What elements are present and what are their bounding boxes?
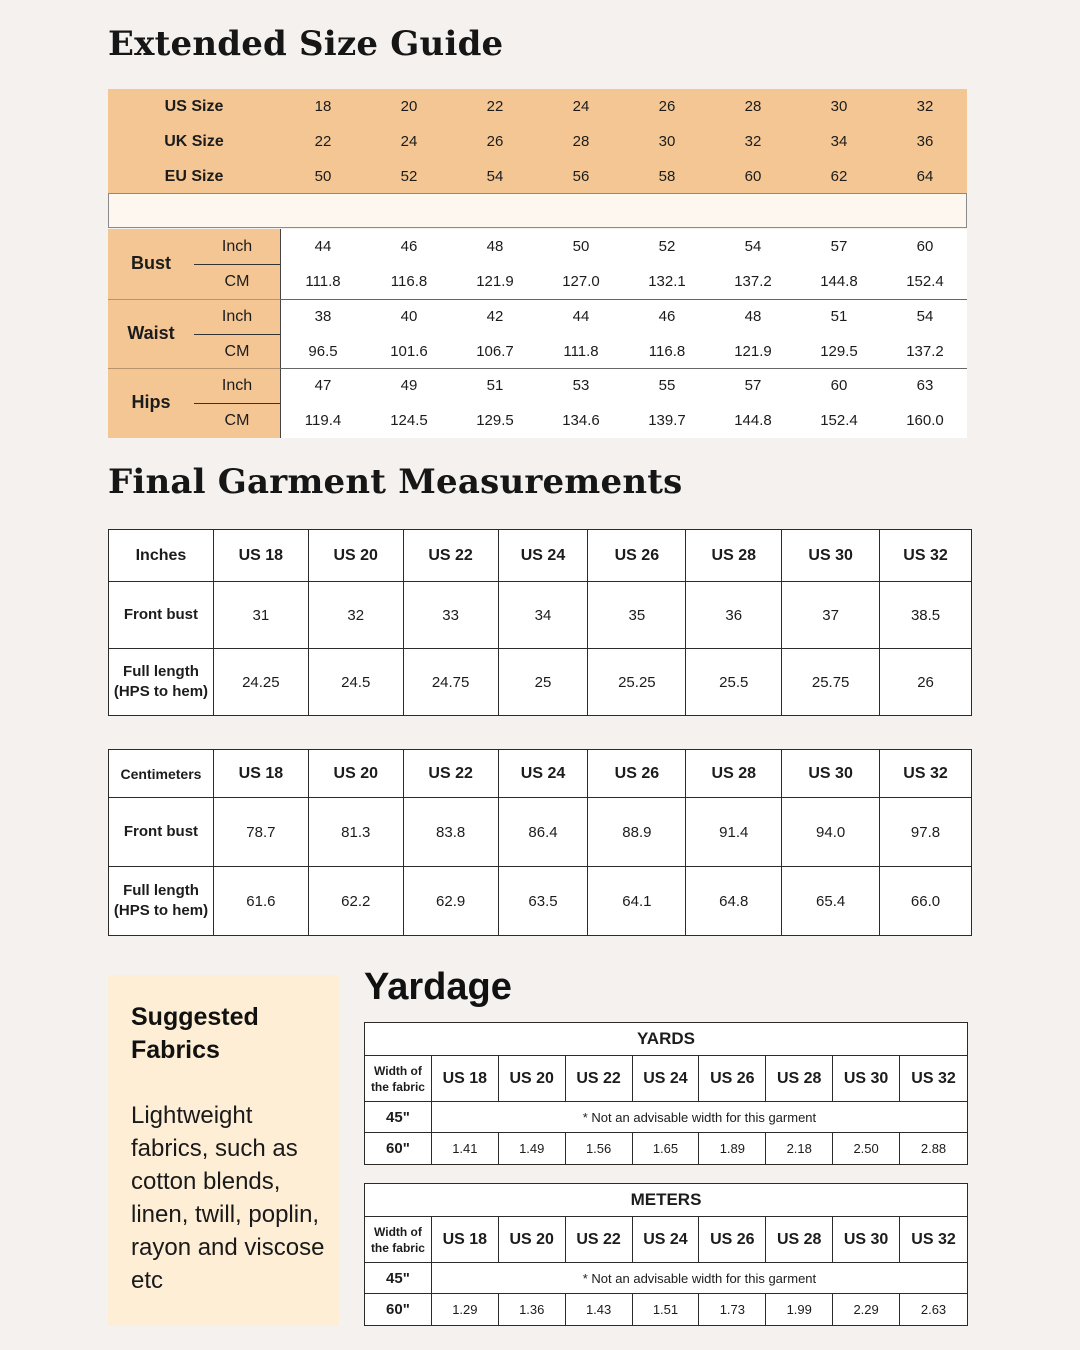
size-header: US 18 (431, 1217, 498, 1263)
inch-cell: 60 (830, 377, 848, 395)
size-header: US 22 (565, 1056, 632, 1102)
meters-header-row (365, 1217, 968, 1263)
measurement-separator (280, 299, 967, 300)
table-cell: 2.63 (900, 1294, 968, 1326)
unit-label-inch: Inch (221, 307, 253, 325)
size-cell: 62 (830, 168, 848, 185)
unit-label-cm: CM (224, 412, 250, 430)
size-header: US 26 (588, 530, 686, 582)
row-label-line: (HPS to hem) (113, 902, 209, 919)
table-cell: 1.49 (498, 1133, 565, 1165)
table-cell: 37 (782, 582, 880, 649)
cm-cell: 160.0 (906, 412, 944, 430)
table-cell: 91.4 (686, 798, 782, 867)
cm-cell: 152.4 (820, 412, 858, 430)
size-header: US 24 (632, 1217, 699, 1263)
table-cell: 94.0 (782, 798, 880, 867)
unit-label-cm: CM (224, 342, 250, 360)
size-cell: 28 (744, 98, 762, 115)
size-cell: 28 (572, 133, 590, 150)
size-cell: 26 (658, 98, 676, 115)
inch-cell: 54 (744, 238, 762, 255)
table-cell: 2.50 (833, 1133, 900, 1165)
size-header: US 18 (431, 1056, 498, 1102)
size-header: US 30 (782, 530, 880, 582)
size-header: US 20 (498, 1056, 565, 1102)
cm-cell: 111.8 (305, 273, 341, 290)
extended-size-table (108, 89, 967, 438)
cm-cell: 152.4 (906, 273, 944, 290)
unit-label-inch: Inch (221, 377, 253, 395)
table-cell: 25.5 (686, 649, 782, 716)
inch-cell: 44 (572, 307, 590, 325)
unit-label-inch: Inch (221, 238, 253, 255)
size-system-label: US Size (164, 98, 224, 115)
cm-cell: 124.5 (390, 412, 428, 430)
garment-inches-table (108, 529, 972, 716)
width-45-label: 45" (365, 1263, 432, 1294)
inch-cell: 46 (400, 238, 418, 255)
size-header: US 28 (686, 750, 782, 798)
inch-cell: 40 (400, 307, 418, 325)
label-separator (108, 299, 280, 300)
size-header: US 20 (308, 750, 403, 798)
cm-cell: 132.1 (648, 273, 686, 290)
size-header: US 32 (880, 530, 972, 582)
size-header: US 26 (699, 1056, 766, 1102)
size-cell: 20 (400, 98, 418, 115)
size-system-label: EU Size (164, 168, 224, 185)
table-cell: 1.65 (632, 1133, 699, 1165)
suggested-fabrics-text: Lightweight fabrics, such as cotton blends, linen, twill, poplin, rayon and viscose etc (131, 1102, 325, 1294)
size-header: US 28 (686, 530, 782, 582)
row-label-line: Full length (123, 882, 199, 899)
table-cell: 1.73 (699, 1294, 766, 1326)
size-system-label: UK Size (164, 133, 224, 150)
size-cell: 64 (916, 168, 934, 185)
unit-divider (194, 403, 280, 404)
size-header: US 22 (403, 530, 498, 582)
size-cell: 50 (314, 168, 332, 185)
unit-divider (194, 334, 280, 335)
cm-cell: 137.2 (734, 273, 772, 290)
width-label-line: the fabric (370, 1240, 425, 1255)
width-label-line: Width of (374, 1224, 422, 1239)
table-cell: 66.0 (880, 867, 972, 936)
table-cell: 1.36 (498, 1294, 565, 1326)
inch-cell: 55 (658, 377, 676, 395)
size-header: US 28 (766, 1056, 833, 1102)
label-separator (108, 368, 280, 369)
inch-cell: 49 (400, 377, 418, 395)
size-cell: 36 (916, 133, 934, 150)
inch-cell: 63 (916, 377, 934, 395)
meters-table (364, 1183, 968, 1326)
size-cell: 22 (486, 98, 504, 115)
table-cell: 1.89 (699, 1133, 766, 1165)
table-cell: 24.5 (308, 649, 403, 716)
yards-header-row (365, 1056, 968, 1102)
table-cell: 65.4 (782, 867, 880, 936)
size-cell: 24 (400, 133, 418, 150)
size-cell: 60 (744, 168, 762, 185)
garment-centimeters-header-row (109, 750, 972, 798)
size-header: US 30 (782, 750, 880, 798)
table-cell: 83.8 (403, 798, 498, 867)
unit-header: Centimeters (109, 750, 214, 798)
size-cell: 32 (744, 133, 762, 150)
size-cell: 54 (486, 168, 504, 185)
table-row (365, 1102, 968, 1133)
row-label (109, 649, 214, 716)
table-cell: 1.41 (431, 1133, 498, 1165)
unit-divider (194, 264, 280, 265)
measurement-separator (280, 368, 967, 369)
table-cell: 97.8 (880, 798, 972, 867)
size-cell: 52 (400, 168, 418, 185)
size-cell: 58 (658, 168, 676, 185)
garment-centimeters-table (108, 749, 972, 936)
meters-heading: METERS (365, 1184, 968, 1217)
table-cell: 63.5 (498, 867, 588, 936)
row-label: Front bust (109, 582, 214, 649)
size-cell: 30 (658, 133, 676, 150)
table-cell: 31 (213, 582, 308, 649)
table-cell: 35 (588, 582, 686, 649)
inch-cell: 47 (314, 377, 332, 395)
table-row (109, 649, 972, 716)
size-header: US 18 (213, 750, 308, 798)
size-cell: 24 (572, 98, 590, 115)
cm-cell: 129.5 (476, 412, 514, 430)
size-header: US 20 (498, 1217, 565, 1263)
inch-cell: 50 (572, 238, 590, 255)
width-60-label: 60" (365, 1294, 432, 1326)
inch-cell: 42 (486, 307, 504, 325)
size-header: US 24 (498, 750, 588, 798)
suggested-fabrics-title: Suggested Fabrics (131, 1003, 259, 1064)
size-cell: 34 (830, 133, 848, 150)
inch-cell: 53 (572, 377, 590, 395)
inch-cell: 46 (658, 307, 676, 325)
inch-cell: 48 (486, 238, 504, 255)
table-cell: 86.4 (498, 798, 588, 867)
size-header: US 32 (880, 750, 972, 798)
cm-cell: 129.5 (820, 342, 858, 360)
size-header: US 30 (833, 1056, 900, 1102)
table-row (365, 1263, 968, 1294)
cm-cell: 134.6 (562, 412, 600, 430)
cm-cell: 111.8 (563, 342, 599, 360)
size-header: US 26 (588, 750, 686, 798)
cm-cell: 144.8 (734, 412, 772, 430)
width-of-fabric-header (365, 1056, 432, 1102)
garment-inches-header-row (109, 530, 972, 582)
size-cell: 30 (830, 98, 848, 115)
table-cell: 32 (308, 582, 403, 649)
cm-cell: 101.6 (390, 342, 428, 360)
cm-cell: 144.8 (820, 273, 858, 290)
cm-cell: 119.4 (304, 412, 342, 430)
yards-title-row (365, 1023, 968, 1056)
table-cell: 24.25 (213, 649, 308, 716)
extended-size-guide-title: Extended Size Guide (108, 24, 504, 64)
cm-cell: 121.9 (734, 342, 772, 360)
size-cell: 26 (486, 133, 504, 150)
measurement-name: Hips (131, 392, 171, 413)
width-60-label: 60" (365, 1133, 432, 1165)
inch-cell: 51 (830, 307, 848, 325)
yards-heading: YARDS (365, 1023, 968, 1056)
table-cell: 34 (498, 582, 588, 649)
table-row (109, 867, 972, 936)
cm-cell: 139.7 (648, 412, 686, 430)
inch-cell: 38 (314, 307, 332, 325)
size-header: US 30 (833, 1217, 900, 1263)
inch-cell: 60 (916, 238, 934, 255)
size-header: US 18 (213, 530, 308, 582)
cm-cell: 127.0 (562, 273, 600, 290)
inch-cell: 57 (744, 377, 762, 395)
size-header: US 20 (308, 530, 403, 582)
measurement-name: Bust (131, 253, 171, 273)
table-cell: 24.75 (403, 649, 498, 716)
garment-measurements-title: Final Garment Measurements (108, 462, 683, 502)
unit-label-cm: CM (224, 273, 250, 290)
table-row (365, 1294, 968, 1326)
inch-cell: 57 (830, 238, 848, 255)
cm-cell: 96.5 (308, 342, 338, 360)
cm-cell: 106.7 (476, 342, 514, 360)
width-45-label: 45" (365, 1102, 432, 1133)
table-row (109, 798, 972, 867)
table-cell: 25.25 (588, 649, 686, 716)
width-label-line: Width of (374, 1063, 422, 1078)
size-cell: 18 (314, 98, 332, 115)
row-label: Front bust (109, 798, 214, 867)
size-header: US 24 (632, 1056, 699, 1102)
size-header: US 22 (403, 750, 498, 798)
row-label (109, 867, 214, 936)
size-header: US 28 (766, 1217, 833, 1263)
size-table-spacer (108, 193, 967, 228)
not-advisable-note: * Not an advisable width for this garment (431, 1263, 967, 1294)
meters-title-row (365, 1184, 968, 1217)
size-cell: 22 (314, 133, 332, 150)
inch-cell: 44 (314, 238, 332, 255)
inch-cell: 48 (744, 307, 762, 325)
table-cell: 64.8 (686, 867, 782, 936)
table-cell: 25.75 (782, 649, 880, 716)
table-cell: 26 (880, 649, 972, 716)
size-cell: 56 (572, 168, 590, 185)
size-header: US 26 (699, 1217, 766, 1263)
table-cell: 64.1 (588, 867, 686, 936)
table-cell: 36 (686, 582, 782, 649)
suggested-fabrics-box (108, 975, 339, 1326)
table-cell: 1.29 (431, 1294, 498, 1326)
table-cell: 62.2 (308, 867, 403, 936)
table-row (109, 582, 972, 649)
table-cell: 1.99 (766, 1294, 833, 1326)
table-cell: 88.9 (588, 798, 686, 867)
table-cell: 25 (498, 649, 588, 716)
table-cell: 81.3 (308, 798, 403, 867)
size-header: US 22 (565, 1217, 632, 1263)
inch-cell: 54 (916, 307, 934, 325)
table-cell: 78.7 (213, 798, 308, 867)
cm-cell: 116.8 (390, 273, 428, 290)
cm-cell: 121.9 (476, 273, 514, 290)
table-cell: 2.88 (900, 1133, 968, 1165)
measurement-name: Waist (127, 322, 175, 343)
width-label-line: the fabric (370, 1079, 425, 1094)
size-header: US 24 (498, 530, 588, 582)
table-cell: 2.29 (833, 1294, 900, 1326)
table-cell: 62.9 (403, 867, 498, 936)
table-row (365, 1133, 968, 1165)
table-cell: 33 (403, 582, 498, 649)
width-of-fabric-header (365, 1217, 432, 1263)
yards-table (364, 1022, 968, 1165)
row-label-line: Full length (123, 663, 199, 680)
unit-header: Inches (109, 530, 214, 582)
size-cell: 32 (916, 98, 934, 115)
table-cell: 61.6 (213, 867, 308, 936)
yardage-title: Yardage (364, 966, 512, 1008)
table-cell: 1.51 (632, 1294, 699, 1326)
size-header: US 32 (900, 1217, 968, 1263)
inch-cell: 51 (486, 377, 504, 395)
table-cell: 1.56 (565, 1133, 632, 1165)
row-label-line: (HPS to hem) (113, 683, 209, 700)
size-header: US 32 (900, 1056, 968, 1102)
cm-cell: 137.2 (906, 342, 944, 360)
inch-cell: 52 (658, 238, 676, 255)
not-advisable-note: * Not an advisable width for this garment (431, 1102, 967, 1133)
table-cell: 2.18 (766, 1133, 833, 1165)
cm-cell: 116.8 (648, 342, 686, 360)
table-cell: 1.43 (565, 1294, 632, 1326)
table-cell: 38.5 (880, 582, 972, 649)
